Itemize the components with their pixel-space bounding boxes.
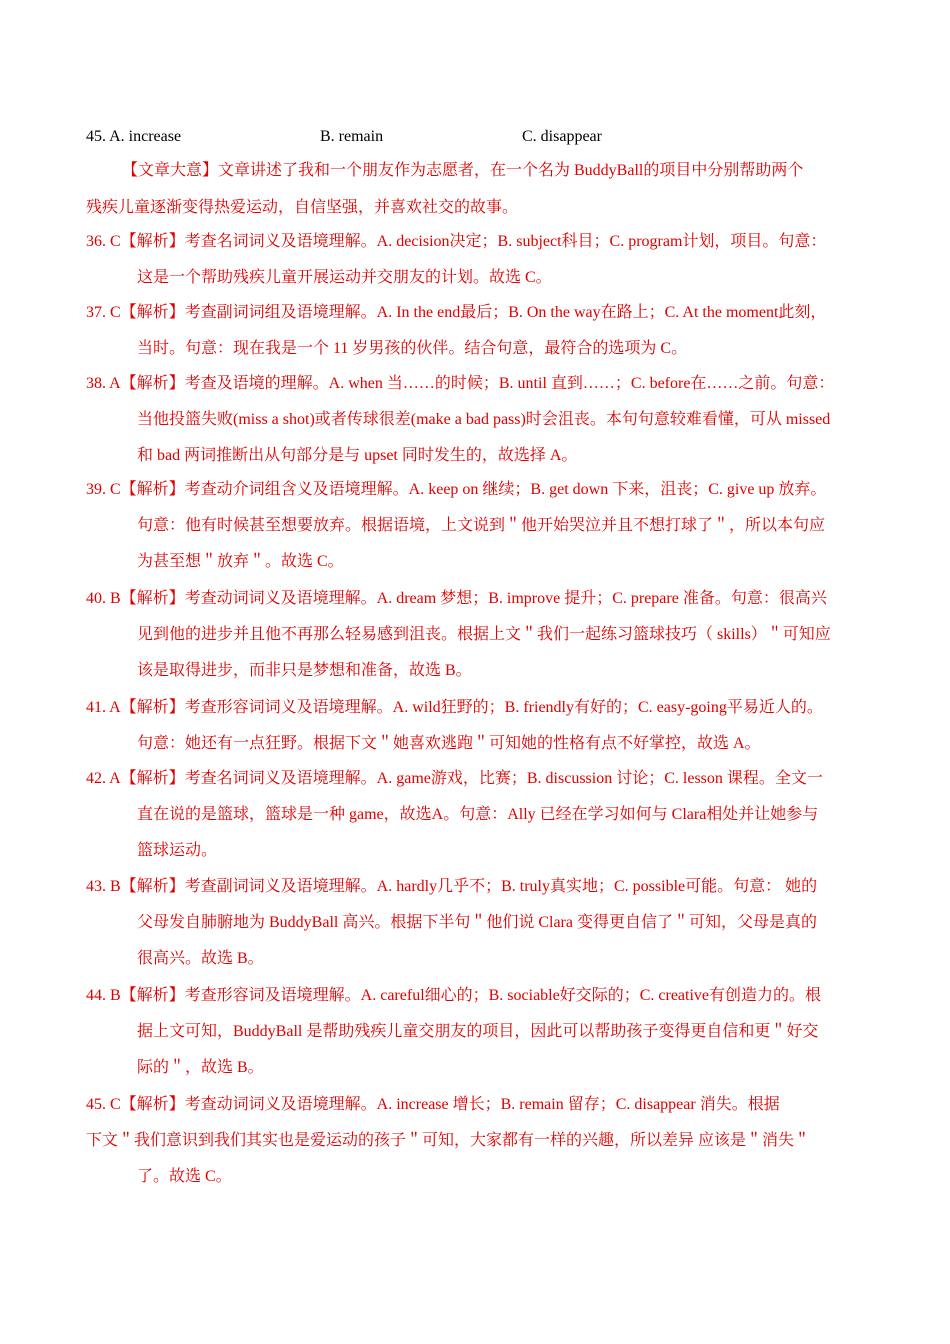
option-c: C. disappear bbox=[522, 128, 602, 145]
answer-40 bbox=[86, 581, 866, 689]
summary-line: 残疾儿童逐渐变得热爱运动，自信坚强，并喜欢社交的故事。 bbox=[86, 199, 519, 216]
answer-line: 下文＂我们意识到我们其实也是爱运动的孩子＂可知，大家都有一样的兴趣，所以差异 应该是＂消失＂ bbox=[86, 1132, 811, 1149]
answer-line: 36. C【解析】考查名词词义及语境理解。A. decision决定；B. subject科目；C. program计划，项目。句意： bbox=[86, 233, 827, 250]
answer-line: 为甚至想＂放弃＂。故选 C。 bbox=[137, 553, 344, 570]
question-number-text: 45. bbox=[86, 128, 106, 145]
answer-line: 直在说的是篮球，篮球是一种 game，故选A。句意：Ally 已经在学习如何与 Clara相处并让她参与 bbox=[137, 806, 819, 823]
answer-line: 40. B【解析】考查动词词义及语境理解。A. dream 梦想；B. improve 提升；C. prepare 准备。句意：很高兴 bbox=[86, 590, 827, 607]
answer-line: 见到他的进步并且他不再那么轻易感到沮丧。根据上文＂我们一起练习篮球技巧（ skills）＂可知应 bbox=[137, 626, 831, 643]
answer-43 bbox=[86, 869, 866, 977]
answer-39 bbox=[86, 472, 866, 580]
answer-line: 当他投篮失败(miss a shot)或者传球很差(make a bad pass)时会沮丧。本句句意较难看懂，可从 missed bbox=[137, 411, 831, 428]
answer-45 bbox=[86, 1087, 866, 1195]
option-b: B. remain bbox=[320, 128, 384, 145]
answer-line: 了。故选 C。 bbox=[137, 1168, 232, 1185]
answer-line: 句意：他有时候甚至想要放弃。根据语境，上文说到＂他开始哭泣并且不想打球了＂，所以本句应 bbox=[137, 517, 826, 534]
answer-line: 38. A【解析】考查及语境的理解。A. when 当……的时候；B. until 直到……；C. before在……之前。句意： bbox=[86, 375, 835, 392]
question-number bbox=[86, 128, 181, 146]
answer-line: 该是取得进步，而非只是梦想和准备，故选 B。 bbox=[137, 662, 472, 679]
answer-41 bbox=[86, 690, 866, 762]
answer-line: 当时。句意：现在我是一个 11 岁男孩的伙伴。结合句意，最符合的选项为 C。 bbox=[137, 340, 688, 357]
answer-line: 42. A【解析】考查名词词义及语境理解。A. game游戏，比赛；B. discussion 讨论；C. lesson 课程。全文一 bbox=[86, 770, 823, 787]
answer-line: 41. A【解析】考查形容词词义及语境理解。A. wild狂野的；B. friendly有好的；C. easy-going平易近人的。 bbox=[86, 699, 823, 716]
article-summary bbox=[86, 152, 866, 226]
answer-line: 45. C【解析】考查动词词义及语境理解。A. increase 增长；B. remain 留存；C. disappear 消失。根据 bbox=[86, 1096, 780, 1113]
answer-line: 43. B【解析】考查副词词义及语境理解。A. hardly几乎不；B. truly真实地；C. possible可能。句意： 她的 bbox=[86, 878, 818, 895]
answer-line: 39. C【解析】考查动介词组含义及语境理解。A. keep on 继续；B. get down 下来，沮丧；C. give up 放弃。 bbox=[86, 481, 827, 498]
answer-line: 这是一个帮助残疾儿童开展运动并交朋友的计划。故选 C。 bbox=[137, 269, 552, 286]
summary-line: 【文章大意】文章讲述了我和一个朋友作为志愿者，在一个名为 BuddyBall的项目中分别帮助两个 bbox=[122, 162, 804, 179]
answer-line: 父母发自肺腑地为 BuddyBall 高兴。根据下半句＂他们说 Clara 变得更自信了＂可知，父母是真的 bbox=[137, 914, 817, 931]
answer-line: 句意：她还有一点狂野。根据下文＂她喜欢逃跑＂可知她的性格有点不好掌控，故选 A。 bbox=[137, 735, 761, 752]
answer-44 bbox=[86, 978, 866, 1086]
answer-line: 际的＂，故选 B。 bbox=[137, 1059, 264, 1076]
answer-line: 很高兴。故选 B。 bbox=[137, 950, 264, 967]
answer-line: 篮球运动。 bbox=[137, 842, 218, 859]
answer-42 bbox=[86, 761, 866, 869]
answer-line: 37. C【解析】考查副词词组及语境理解。A. In the end最后；B. On the way在路上；C. At the moment此刻， bbox=[86, 304, 827, 321]
answer-line: 44. B【解析】考查形容词及语境理解。A. careful细心的；B. sociable好交际的；C. creative有创造力的。根 bbox=[86, 987, 822, 1004]
answer-line: 和 bad 两词推断出从句部分是与 upset 同时发生的，故选择 A。 bbox=[137, 447, 578, 464]
answer-38 bbox=[86, 366, 866, 474]
option-a: A. increase bbox=[109, 128, 182, 145]
answer-37 bbox=[86, 295, 866, 367]
answer-line: 据上文可知，BuddyBall 是帮助残疾儿童交朋友的项目，因此可以帮助孩子变得更自信和更＂好交 bbox=[137, 1023, 819, 1040]
answer-36 bbox=[86, 224, 866, 296]
